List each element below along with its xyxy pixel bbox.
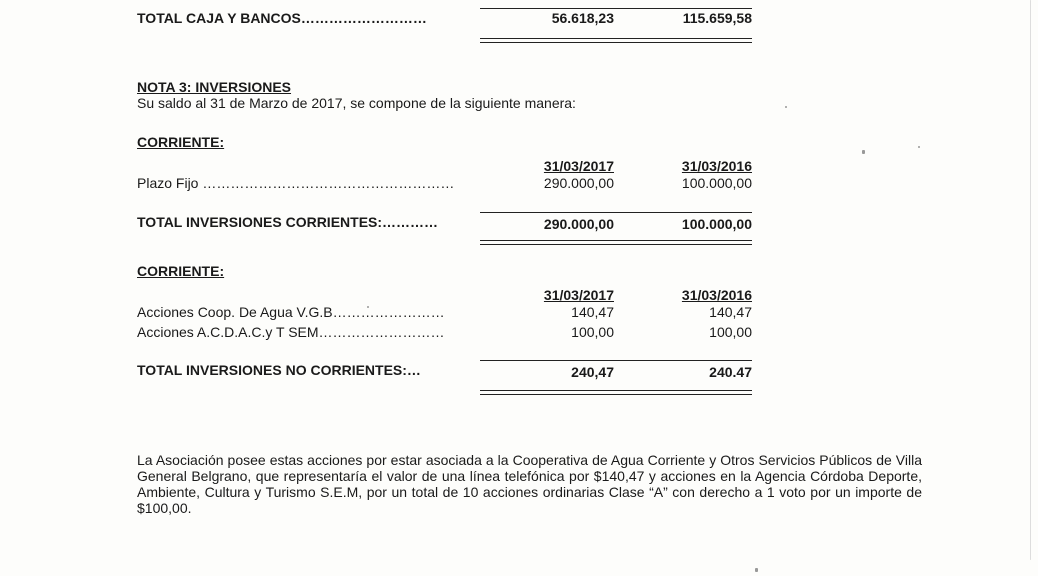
scan-speck — [1030, 0, 1031, 560]
no-corriente-col-2016: 31/03/2016 — [681, 287, 752, 303]
corriente-total-2016: 100.000,00 — [681, 216, 752, 232]
no-corriente-row-2-2017: 100,00 — [571, 324, 614, 340]
caja-total-2017: 56.618,23 — [551, 10, 614, 26]
scan-speck — [755, 568, 758, 572]
scan-speck — [785, 106, 787, 108]
explanatory-paragraph: La Asociación posee estas acciones por estar asociada a la Cooperativa de Agua Corriente y Otros Servicios Públicos de Villa General Belgrano, que representaría el valor de una línea telefónica por $140,47 y acciones en la Agencia Córdoba Deporte, Ambiente, Cultura y Turismo S.E.M, por un total de 10 acciones ordinarias Clase “A” con derecho a 1 voto por un importe de $100,00. — [137, 452, 922, 516]
no-corriente-row-1-label: Acciones Coop. De Agua V.G.B…………………… — [137, 304, 445, 320]
note-title: NOTA 3: INVERSIONES — [137, 79, 292, 95]
corriente-row-2016: 100.000,00 — [681, 175, 752, 191]
corriente-col-2016: 31/03/2016 — [681, 158, 752, 174]
note-intro: Su saldo al 31 de Marzo de 2017, se compone de la siguiente manera: — [137, 95, 576, 111]
corriente-double-rule — [480, 240, 752, 245]
corriente-total-label: TOTAL INVERSIONES CORRIENTES:………… — [137, 214, 439, 230]
no-corriente-total-label: TOTAL INVERSIONES NO CORRIENTES:… — [137, 362, 421, 378]
no-corriente-row-1-2017: 140,47 — [571, 304, 614, 320]
corriente-total-2017: 290.000,00 — [543, 216, 614, 232]
corriente-col-2017: 31/03/2017 — [543, 158, 614, 174]
corriente-row-label: Plazo Fijo ……………………………………………… — [137, 175, 455, 191]
top-rule — [480, 8, 752, 9]
no-corriente-total-2017: 240,47 — [571, 364, 614, 380]
corriente-heading: CORRIENTE: — [137, 134, 225, 150]
caja-total-label: TOTAL CAJA Y BANCOS……………………… — [137, 10, 427, 26]
caja-total-2016: 115.659,58 — [682, 10, 752, 26]
no-corriente-col-2017: 31/03/2017 — [543, 287, 614, 303]
no-corriente-sum-rule — [480, 360, 752, 361]
no-corriente-row-1-2016: 140,47 — [709, 304, 752, 320]
corriente-sum-rule — [480, 212, 752, 213]
corriente-row-2017: 290.000,00 — [543, 175, 614, 191]
no-corriente-row-2-label: Acciones A.C.D.A.C.y T SEM……………………… — [137, 324, 445, 340]
no-corriente-total-2016: 240.47 — [709, 364, 752, 380]
caja-double-rule — [480, 38, 752, 43]
no-corriente-double-rule — [480, 390, 752, 395]
no-corriente-heading: CORRIENTE: — [137, 263, 225, 279]
no-corriente-row-2-2016: 100,00 — [709, 324, 752, 340]
scan-speck — [862, 150, 865, 154]
scan-speck — [918, 146, 920, 148]
